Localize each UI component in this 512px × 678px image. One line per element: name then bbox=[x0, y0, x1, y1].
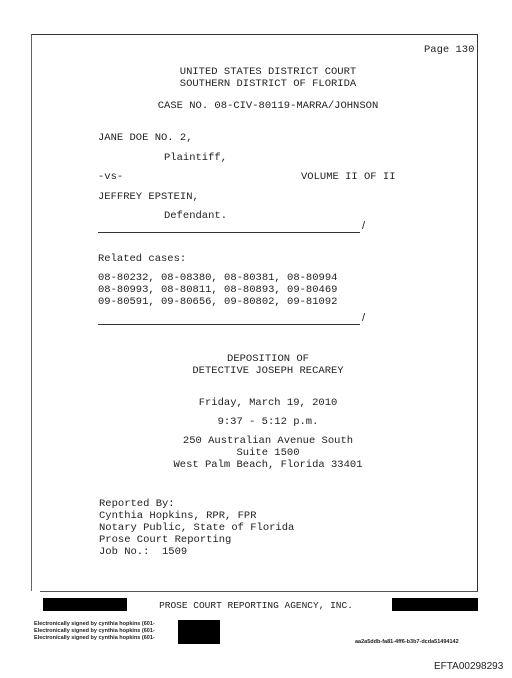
bates-number: EFTA00298293 bbox=[434, 661, 504, 672]
deponent-name: DETECTIVE JOSEPH RECAREY bbox=[192, 365, 344, 377]
reporter-line: Notary Public, State of Florida bbox=[99, 522, 295, 534]
court-name: UNITED STATES DISTRICT COURT bbox=[179, 66, 357, 78]
versus-label: -vs- bbox=[98, 171, 124, 183]
plaintiff-role: Plaintiff, bbox=[164, 152, 228, 164]
case-number: CASE NO. 08-CIV-80119-MARRA/JOHNSON bbox=[157, 100, 379, 112]
reporter-line: Cynthia Hopkins, RPR, FPR bbox=[99, 510, 257, 522]
page-bottom-rule bbox=[40, 591, 478, 592]
related-cases-row: 09-80591, 09-80656, 09-80802, 09-81092 bbox=[98, 296, 338, 308]
deposition-date: Friday, March 19, 2010 bbox=[198, 397, 338, 409]
signature-hash: aa2a5ddb-fa81-4ff6-b3b7-dcda51494142 bbox=[355, 639, 459, 645]
address-city: West Palm Beach, Florida 33401 bbox=[173, 459, 363, 471]
esignature-line: Electronically signed by cynthia hopkins (601- bbox=[34, 635, 155, 641]
address-street: 250 Australian Avenue South bbox=[182, 435, 354, 447]
defendant-role: Defendant. bbox=[164, 210, 228, 222]
esignature-line: Electronically signed by cynthia hopkins (601- bbox=[34, 628, 155, 634]
court-district: SOUTHERN DISTRICT OF FLORIDA bbox=[179, 78, 357, 90]
reporter-line: Prose Court Reporting bbox=[99, 534, 232, 546]
related-cases-row: 08-80232, 08-08380, 08-80381, 08-80994 bbox=[98, 272, 338, 284]
footer-agency-name: PROSE COURT REPORTING AGENCY, INC. bbox=[159, 600, 353, 611]
caption-rule-2 bbox=[98, 324, 360, 325]
caption-rule-1 bbox=[98, 232, 360, 233]
reported-by-label: Reported By: bbox=[99, 498, 175, 510]
volume-label: VOLUME II OF II bbox=[301, 171, 396, 183]
page-number: Page 130 bbox=[424, 44, 475, 56]
plaintiff-name: JANE DOE NO. 2, bbox=[98, 132, 193, 144]
reporter-line: Job No.: 1509 bbox=[99, 546, 188, 558]
redaction-box bbox=[178, 620, 220, 644]
esignature-line: Electronically signed by cynthia hopkins (601- bbox=[34, 621, 155, 627]
caption-rule-slash-1: / bbox=[362, 220, 366, 232]
redaction-box bbox=[392, 598, 478, 611]
caption-rule-slash-2: / bbox=[362, 312, 366, 324]
address-suite: Suite 1500 bbox=[236, 447, 300, 459]
deposition-time: 9:37 - 5:12 p.m. bbox=[217, 416, 319, 428]
defendant-name: JEFFREY EPSTEIN, bbox=[98, 191, 199, 203]
related-cases-label: Related cases: bbox=[98, 253, 187, 265]
related-cases-row: 08-80993, 08-80811, 08-80893, 09-80469 bbox=[98, 284, 338, 296]
deposition-title: DEPOSITION OF bbox=[227, 353, 309, 365]
